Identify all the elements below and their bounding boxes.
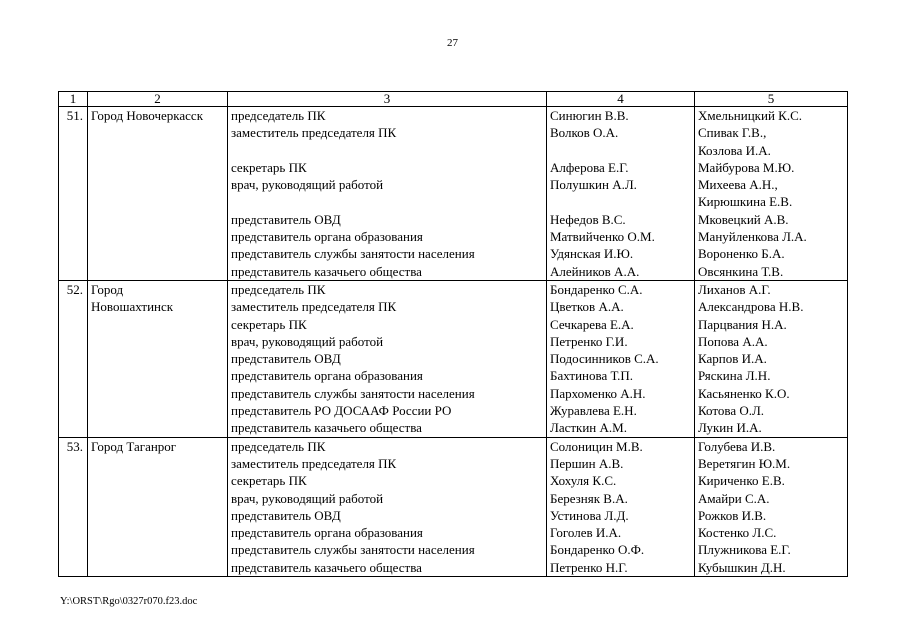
reserve-name: Спивак Г.В., (698, 125, 767, 141)
member-name (550, 142, 691, 159)
territory-cell (88, 437, 228, 576)
reserves-cell (695, 280, 848, 437)
reserve-name: Козлова И.А. (698, 142, 771, 158)
reserve-name: Рожков И.В. (698, 507, 767, 523)
member-name: Устинова Л.Д. (550, 507, 629, 523)
member-name: Полушкин А.Л. (550, 177, 637, 193)
reserve-name: Карпов И.А. (698, 351, 767, 367)
role-line: заместитель председателя ПК (231, 299, 397, 315)
page-number: 27 (447, 37, 458, 49)
territory-line: Город Таганрог (91, 438, 177, 454)
reserve-name: Костенко Л.С. (698, 525, 777, 541)
header-cell: 3 (228, 92, 547, 107)
member-name: Цветков А.А. (550, 299, 624, 315)
role-line: представитель ОВД (231, 507, 341, 523)
file-path-footer: Y:\ORST\Rgo\0327r070.f23.doc (60, 596, 198, 607)
reserve-name: Плужникова Е.Г. (698, 542, 791, 558)
member-name: Першин А.В. (550, 455, 624, 471)
row-number: 53. (59, 437, 88, 576)
role-line: врач, руководящий работой (231, 490, 384, 506)
reserve-name: Александрова Н.В. (698, 299, 804, 315)
header-cell: 1 (59, 92, 88, 107)
member-name: Бондаренко О.Ф. (550, 542, 645, 558)
reserve-name: Овсянкина Т.В. (698, 263, 784, 279)
reserve-name: Кириченко Е.В. (698, 473, 785, 489)
roles-cell (228, 107, 547, 281)
member-name: Гоголев И.А. (550, 525, 622, 541)
role-line: представитель службы занятости населения (231, 246, 475, 262)
roles-cell (228, 280, 547, 437)
member-name: Синюгин В.В. (550, 108, 629, 123)
member-name: Солоницин М.В. (550, 438, 643, 454)
member-name: Березняк В.А. (550, 490, 628, 506)
members-cell (547, 437, 695, 576)
role-line: врач, руководящий работой (231, 333, 384, 349)
reserve-name: Голубева И.В. (698, 438, 776, 454)
reserve-name: Мануйленкова Л.А. (698, 229, 807, 245)
header-cell: 4 (547, 92, 695, 107)
reserve-name: Лукин И.А. (698, 420, 762, 436)
territory-line: Город (91, 281, 124, 297)
role-line: представитель казачьего общества (231, 420, 422, 436)
reserve-name: Хмельницкий К.С. (698, 108, 802, 123)
reserve-name: Мковецкий А.В. (698, 211, 789, 227)
roles-cell (228, 437, 547, 576)
reserve-name: Майбурова М.Ю. (698, 159, 795, 175)
role-line: представитель казачьего общества (231, 559, 422, 575)
member-name: Хохуля К.С. (550, 473, 617, 489)
table-row (59, 437, 848, 576)
row-number: 51. (59, 107, 88, 281)
member-name: Петренко Н.Г. (550, 559, 628, 575)
role-line: представитель ОВД (231, 351, 341, 367)
role-line: представитель органа образования (231, 229, 423, 245)
role-line: представитель РО ДОСААФ России РО (231, 403, 452, 419)
reserve-name: Ряскина Л.Н. (698, 368, 771, 384)
role-line: представитель казачьего общества (231, 263, 422, 279)
table-header-row (59, 92, 848, 107)
member-name: Бахтинова Т.П. (550, 368, 634, 384)
header-cell: 5 (695, 92, 848, 107)
member-name: Удянская И.Ю. (550, 246, 634, 262)
member-name: Журавлева Е.Н. (550, 403, 637, 419)
reserves-cell (695, 107, 848, 281)
member-name: Подосинников С.А. (550, 351, 659, 367)
territory-line: Новошахтинск (91, 299, 174, 315)
reserve-name: Касьяненко К.О. (698, 385, 790, 401)
table-row (59, 107, 848, 281)
member-name: Бондаренко С.А. (550, 281, 643, 297)
reserve-name: Вороненко Б.А. (698, 246, 785, 262)
role-line: секретарь ПК (231, 159, 307, 175)
role-line: представитель службы занятости населения (231, 385, 475, 401)
role-line: секретарь ПК (231, 473, 307, 489)
header-cell: 2 (88, 92, 228, 107)
member-name: Пархоменко А.Н. (550, 385, 646, 401)
member-name: Матвийченко О.М. (550, 229, 655, 245)
reserve-name: Кубышкин Д.Н. (698, 559, 786, 575)
role-line: председатель ПК (231, 438, 326, 454)
commission-table (58, 91, 848, 577)
member-name: Нефедов В.С. (550, 211, 626, 227)
territory-cell (88, 107, 228, 281)
territory-line: Город Новочеркасск (91, 108, 204, 123)
member-name: Сечкарева Е.А. (550, 316, 634, 332)
member-name: Ласткин А.М. (550, 420, 627, 436)
role-line: представитель органа образования (231, 525, 423, 541)
reserve-name: Лиханов А.Г. (698, 281, 771, 297)
members-cell (547, 107, 695, 281)
reserve-name: Амайри С.А. (698, 490, 770, 506)
reserve-name: Кирюшкина Е.В. (698, 194, 793, 210)
role-line (231, 193, 543, 210)
reserve-name: Попова А.А. (698, 333, 768, 349)
member-name: Петренко Г.И. (550, 333, 628, 349)
role-line: секретарь ПК (231, 316, 307, 332)
reserve-name: Парцвания Н.А. (698, 316, 787, 332)
role-line: заместитель председателя ПК (231, 125, 397, 141)
reserve-name: Михеева А.Н., (698, 177, 778, 193)
role-line: председатель ПК (231, 108, 326, 123)
member-name: Волков О.А. (550, 125, 619, 141)
role-line: врач, руководящий работой (231, 177, 384, 193)
reserve-name: Веретягин Ю.М. (698, 455, 791, 471)
role-line: представитель службы занятости населения (231, 542, 475, 558)
member-name: Алферова Е.Г. (550, 159, 629, 175)
role-line: заместитель председателя ПК (231, 455, 397, 471)
territory-cell (88, 280, 228, 437)
role-line: председатель ПК (231, 281, 326, 297)
members-cell (547, 280, 695, 437)
member-name (550, 193, 691, 210)
reserve-name: Котова О.Л. (698, 403, 765, 419)
role-line (231, 142, 543, 159)
reserves-cell (695, 437, 848, 576)
role-line: представитель ОВД (231, 211, 341, 227)
row-number: 52. (59, 280, 88, 437)
role-line: представитель органа образования (231, 368, 423, 384)
table-row (59, 280, 848, 437)
member-name: Алейников А.А. (550, 263, 640, 279)
